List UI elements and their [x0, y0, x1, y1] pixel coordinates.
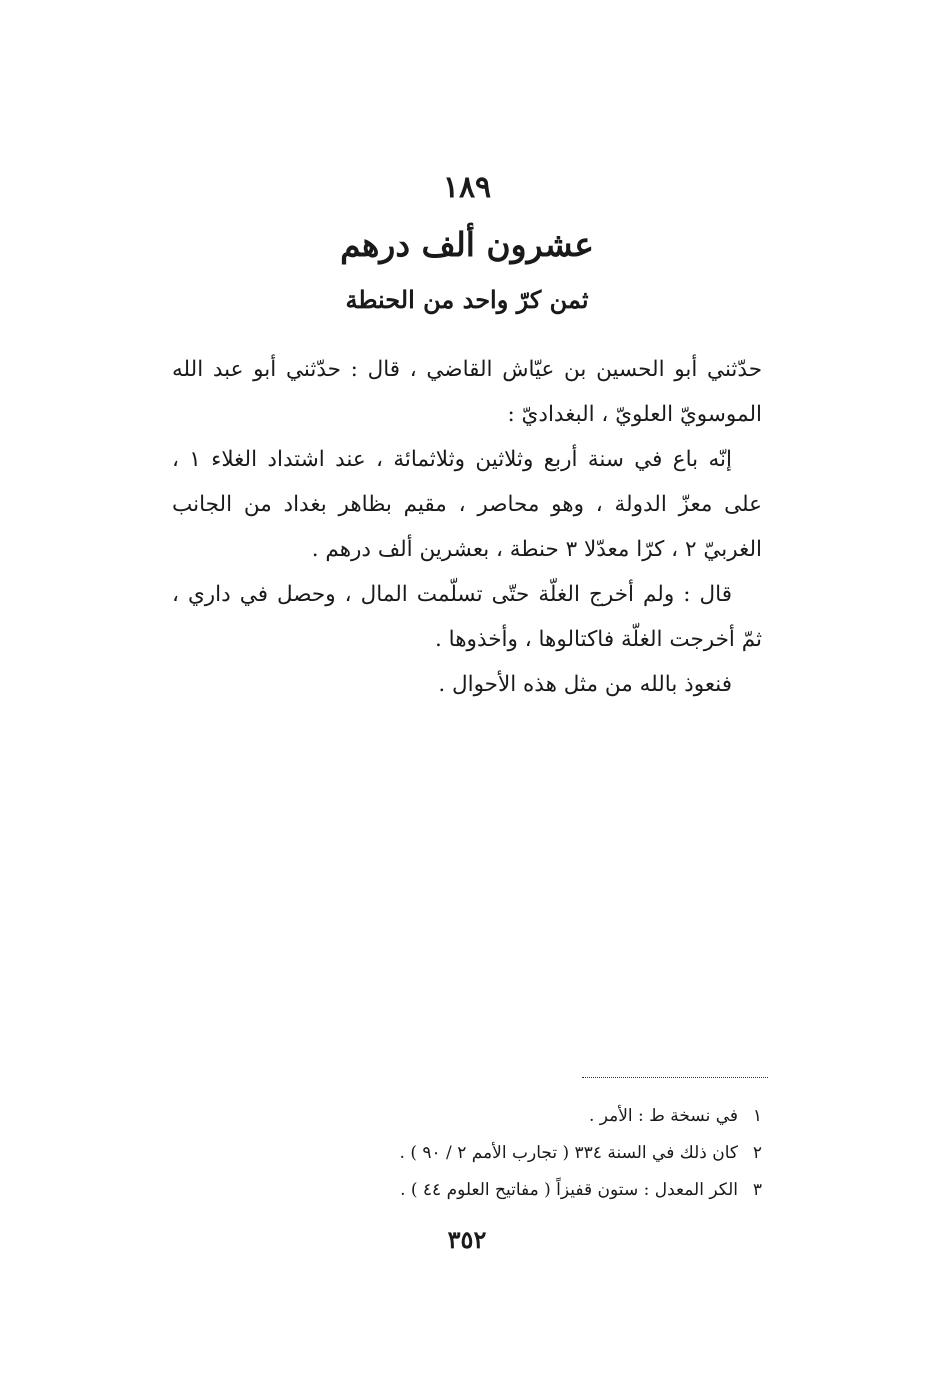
footnote-divider — [582, 1077, 768, 1078]
story-number: ١٨٩ — [442, 170, 492, 205]
body-paragraph: حدّثني أبو الحسين بن عيّاش القاضي ، قال : حدّثني أبو عبد الله الموسويّ العلويّ ، البغداديّ : — [172, 357, 762, 427]
footnote-text: كان ذلك في السنة ٣٣٤ ( تجارب الأمم ٢ / ٩٠ ) . — [399, 1143, 738, 1163]
story-body — [172, 347, 762, 707]
story-title: عشرون ألف درهم — [340, 225, 594, 264]
footnote-number: ١ — [752, 1106, 762, 1126]
footnote — [172, 1135, 762, 1172]
body-paragraph: فنعوذ بالله من مثل هذه الأحوال . — [438, 672, 732, 697]
footnotes-list — [172, 1098, 762, 1209]
footnote — [172, 1098, 762, 1135]
body-paragraph: قال : ولم أخرج الغلّة حتّى تسلّمت المال ، وحصل في داري ، ثمّ أخرجت الغلّة فاكتالوها ، وأخذوها . — [172, 582, 762, 652]
footnote-text: الكر المعدل : ستون قفيزاً ( مفاتيح العلوم ٤٤ ) . — [400, 1180, 738, 1200]
footnote — [172, 1172, 762, 1209]
story-subtitle: ثمن كرّ واحد من الحنطة — [345, 285, 589, 314]
body-paragraph: إنّه باع في سنة أربع وثلاثين وثلاثمائة ، عند اشتداد الغلاء ١ ، على معزّ الدولة ، وهو محاصر ، مقيم بظاهر بغداد من الجانب الغربيّ ٢ ، كرّا معدّلا ٣ حنطة ، بعشرين ألف درهم . — [172, 447, 762, 562]
footnote-text: في نسخة ط : الأمر . — [588, 1106, 738, 1126]
page-number: ٣٥٢ — [447, 1225, 487, 1254]
footnote-number: ٢ — [752, 1143, 762, 1163]
footnote-number: ٣ — [752, 1180, 762, 1200]
